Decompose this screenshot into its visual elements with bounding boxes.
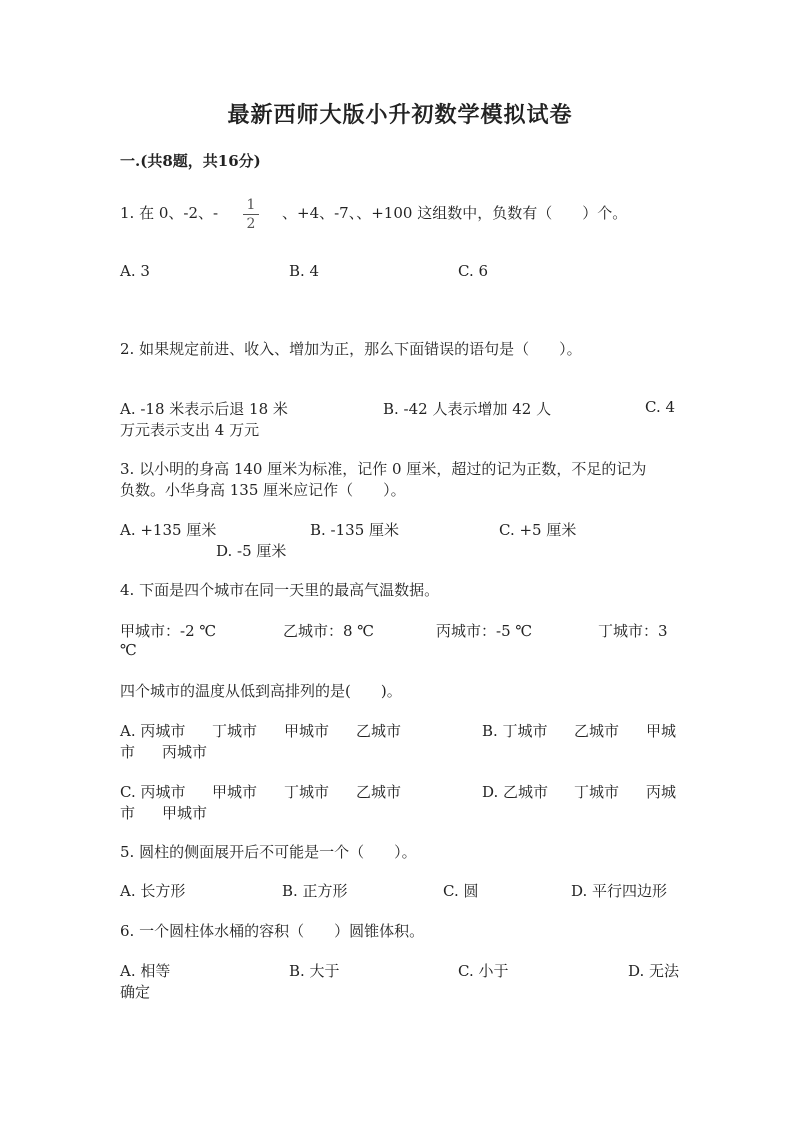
q6-option-d-wrap: 确定: [120, 983, 151, 1001]
q3-option-b: B. -135 厘米: [310, 521, 400, 539]
q4-option-a-1: A. 丙城市: [120, 722, 186, 740]
q2-option-c-wrap: 万元表示支出 4 万元: [120, 421, 260, 439]
q4-city-bing: 丙城市：-5 ℃: [436, 622, 533, 640]
q2-option-b: B. -42 人表示增加 42 人: [383, 400, 552, 418]
q4-text: 4. 下面是四个城市在同一天里的最高气温数据。: [120, 581, 440, 599]
q5-option-c: C. 圆: [443, 882, 479, 900]
q4-option-c-4: 乙城市: [356, 783, 402, 801]
q6-option-a: A. 相等: [120, 962, 171, 980]
q4-question: 四个城市的温度从低到高排列的是( )。: [120, 682, 402, 700]
fraction-denominator: 2: [246, 216, 256, 232]
q3-option-a: A. +135 厘米: [120, 521, 217, 539]
q1-text-start: 1. 在 0、-2、-: [120, 204, 219, 222]
q6-option-c: C. 小于: [458, 962, 509, 980]
q4-option-a-4: 乙城市: [356, 722, 402, 740]
q6-option-b: B. 大于: [289, 962, 340, 980]
q4-option-b-4: 市: [120, 743, 136, 761]
q4-option-c-3: 丁城市: [284, 783, 330, 801]
q6-text: 6. 一个圆柱体水桶的容积（ ）圆锥体积。: [120, 922, 425, 940]
q3-option-c: C. +5 厘米: [499, 521, 577, 539]
q4-option-c-1: C. 丙城市: [120, 783, 186, 801]
page-title: 最新西师大版小升初数学模拟试卷: [227, 102, 573, 128]
q1-text-end: 、+4、-7、、+100 这组数中，负数有（ ）个。: [282, 204, 628, 222]
q6-option-d: D. 无法: [628, 962, 680, 980]
q5-option-a: A. 长方形: [120, 882, 186, 900]
q4-city-ding-unit: ℃: [120, 641, 137, 659]
q4-option-c-2: 甲城市: [212, 783, 258, 801]
section-heading: 一.(共8题，共16分): [120, 152, 261, 170]
q1-option-b: B. 4: [289, 262, 320, 280]
q1-option-c: C. 6: [458, 262, 489, 280]
fraction-numerator: 1: [246, 197, 256, 213]
q3-text-line2: 负数。小华身高 135 厘米应记作（ ）。: [120, 481, 406, 499]
q4-option-b-2: 乙城市: [574, 722, 620, 740]
q4-option-d-3: 丙城: [646, 783, 677, 801]
q4-option-a-3: 甲城市: [284, 722, 330, 740]
q5-text: 5. 圆柱的侧面展开后不可能是一个（ ）。: [120, 843, 417, 861]
q4-option-d-5: 甲城市: [162, 804, 208, 822]
q3-option-d: D. -5 厘米: [216, 542, 287, 560]
q4-option-b-1: B. 丁城市: [482, 722, 548, 740]
q2-option-a: A. -18 米表示后退 18 米: [120, 400, 288, 418]
q4-city-yi: 乙城市：8 ℃: [283, 622, 375, 640]
q4-option-d-1: D. 乙城市: [482, 783, 549, 801]
q2-option-c: C. 4: [645, 398, 676, 416]
q4-option-b-3: 甲城: [646, 722, 677, 740]
q4-option-a-2: 丁城市: [212, 722, 258, 740]
q1-fraction: [243, 197, 259, 232]
q4-city-jia: 甲城市：-2 ℃: [120, 622, 217, 640]
q5-option-d: D. 平行四边形: [571, 882, 668, 900]
q2-text: 2. 如果规定前进、收入、增加为正，那么下面错误的语句是（ ）。: [120, 340, 582, 358]
q1-option-a: A. 3: [120, 262, 150, 280]
q3-text-line1: 3. 以小明的身高 140 厘米为标准，记作 0 厘米，超过的记为正数，不足的记为: [120, 460, 647, 478]
q4-option-d-4: 市: [120, 804, 136, 822]
q4-option-b-5: 丙城市: [162, 743, 208, 761]
q4-option-d-2: 丁城市: [574, 783, 620, 801]
q5-option-b: B. 正方形: [282, 882, 348, 900]
fraction-bar: [243, 214, 259, 215]
q4-city-ding: 丁城市：3: [598, 622, 668, 640]
